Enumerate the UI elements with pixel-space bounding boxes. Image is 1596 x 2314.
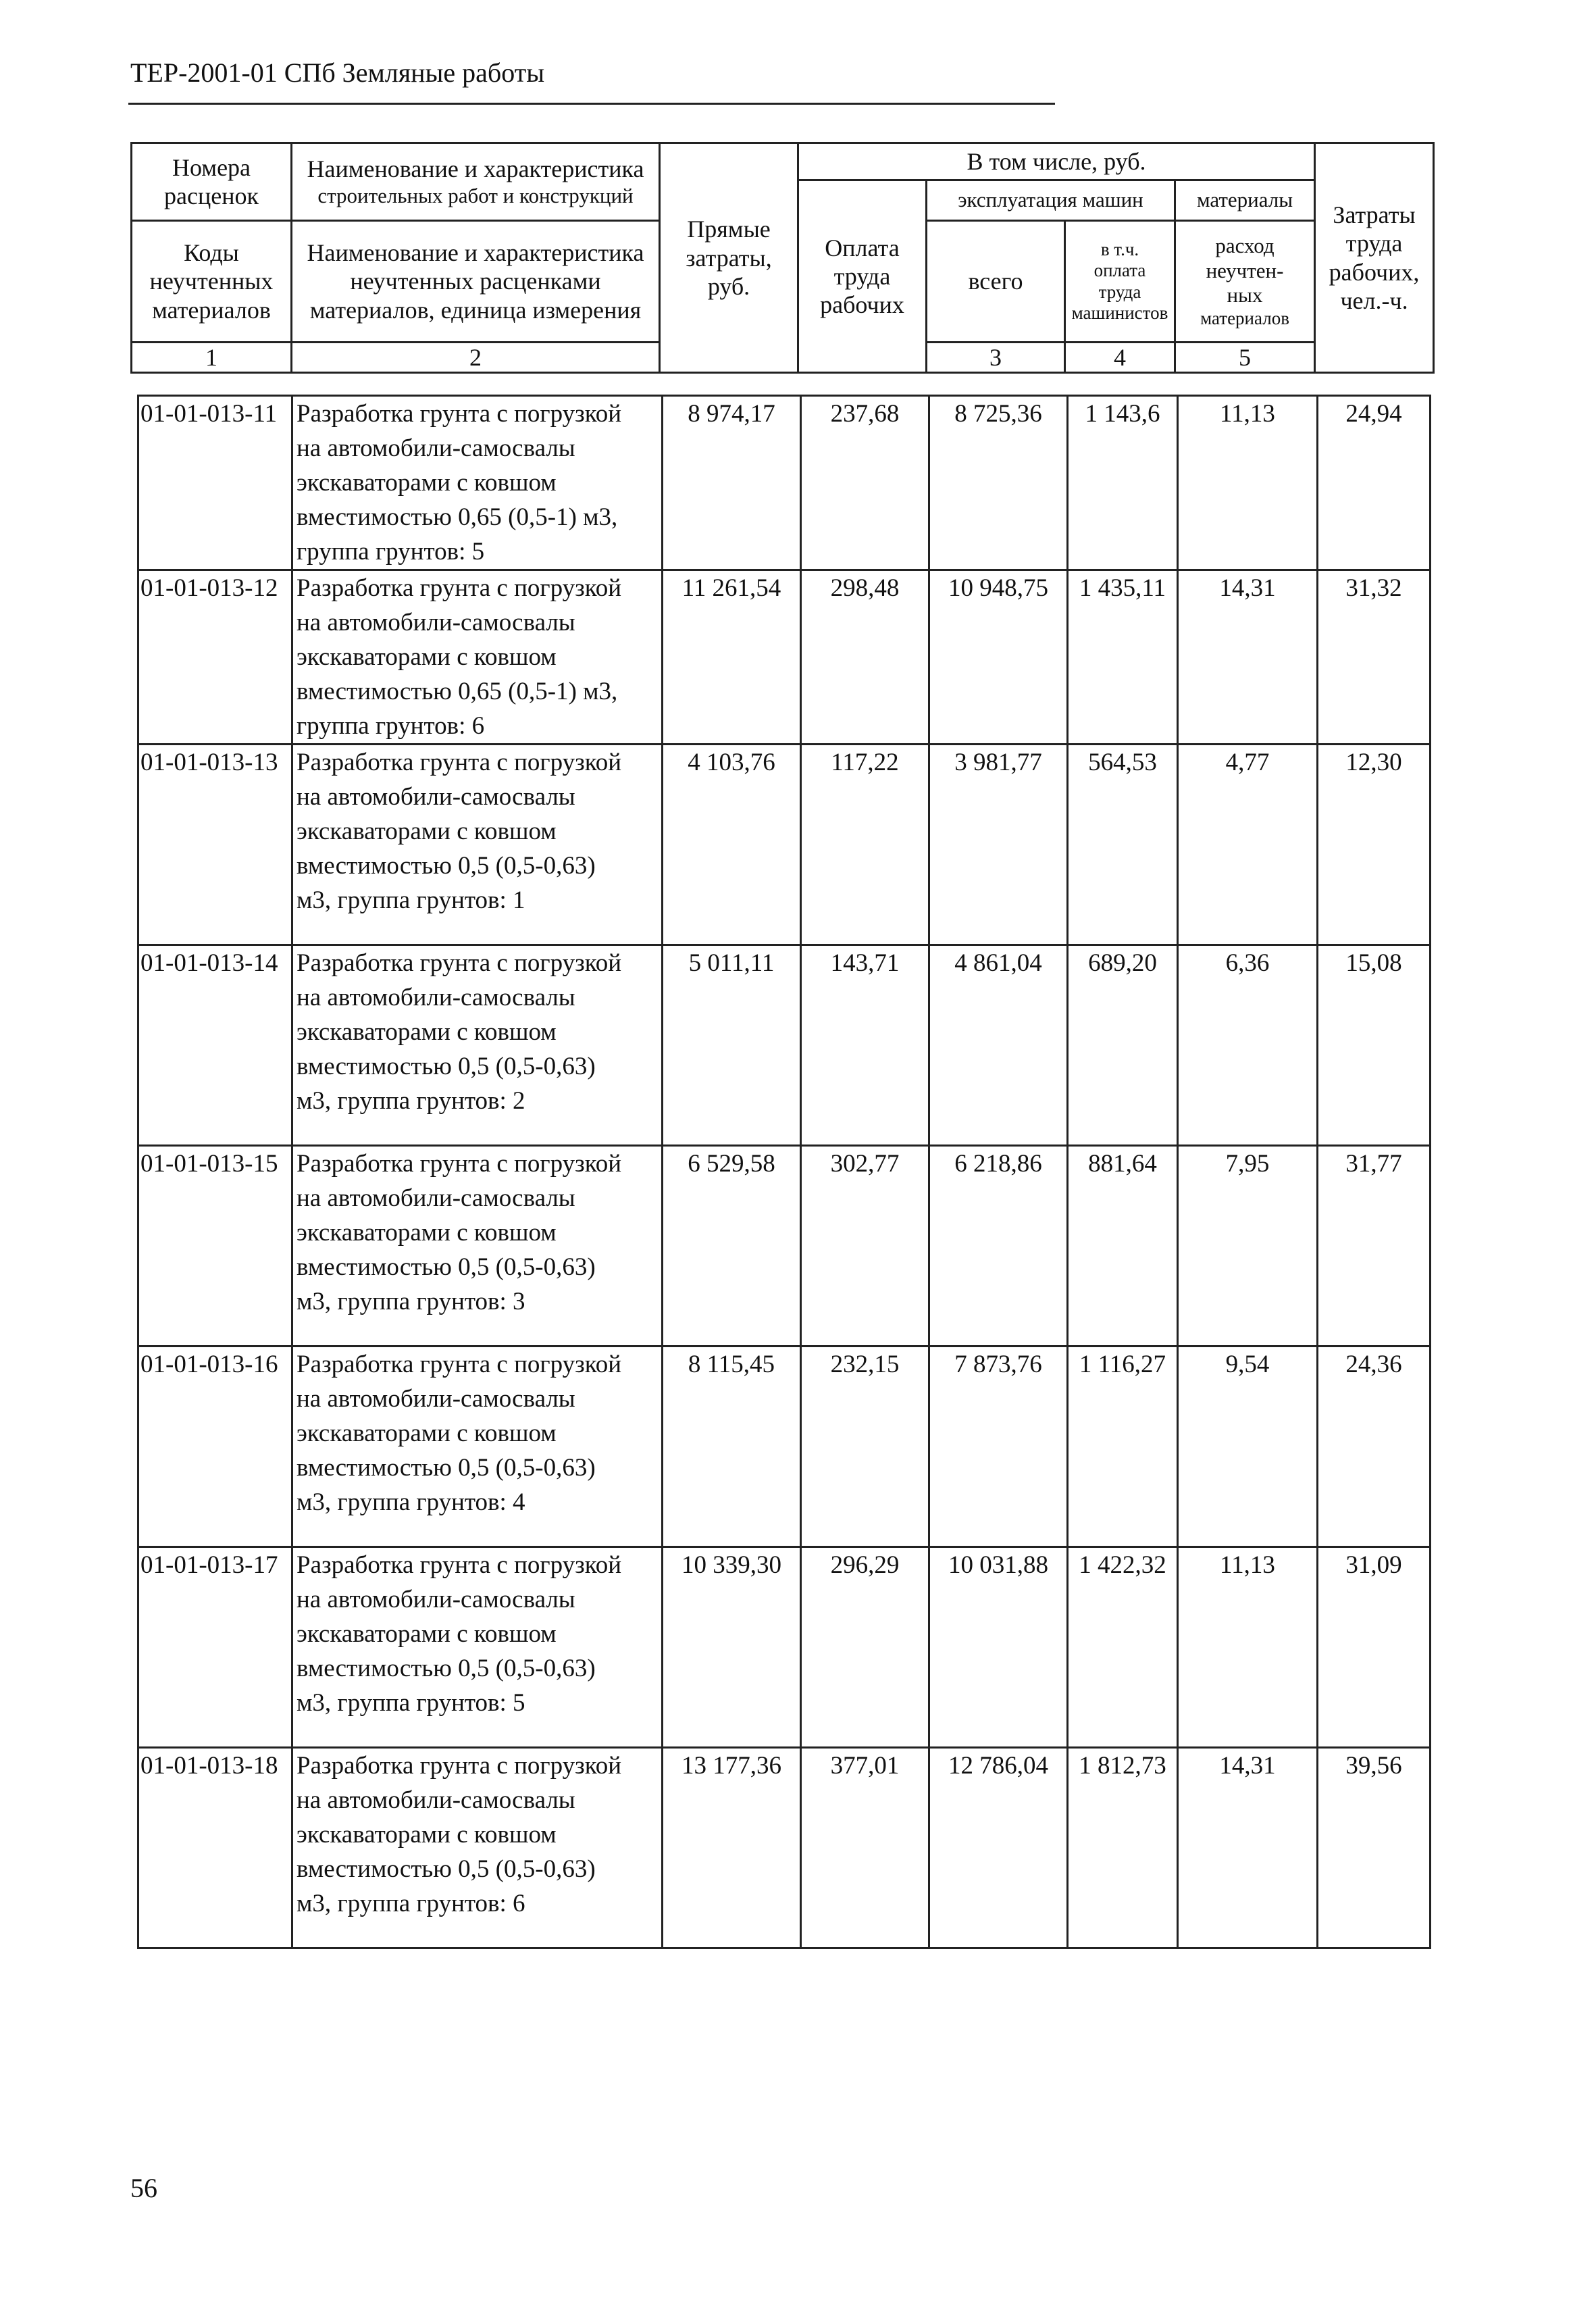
table-row [138,1748,1431,1948]
value-direct: 4 103,76 [663,745,801,945]
value-mach-total: 3 981,77 [929,745,1068,945]
work-description [292,1547,663,1748]
value-labor: 296,29 [801,1547,929,1748]
value-mach-labor: 1 422,32 [1068,1547,1178,1748]
work-description [292,1748,663,1948]
col8-header [1315,143,1434,373]
value-hours: 24,94 [1318,396,1431,570]
including-header: В том числе, руб. [798,143,1315,180]
value-direct: 13 177,36 [663,1748,801,1948]
rate-code: 01-01-013-16 [138,1347,292,1547]
description-line: на автомобили-самосвалы [297,1586,575,1613]
work-description [292,1146,663,1347]
table-row [138,1547,1431,1748]
header-line: Оплата [825,234,900,261]
value-labor: 237,68 [801,396,929,570]
value-materials: 11,13 [1178,396,1318,570]
description-line: экскаваторами с ковшом [297,818,557,845]
description-line: вместимостью 0,5 (0,5-0,63) [297,1253,596,1281]
machines-header: эксплуатация машин [927,180,1175,221]
value-mach-labor: 881,64 [1068,1146,1178,1347]
header-line: труда [1345,230,1403,257]
header-line: рабочих [820,291,904,319]
col2-bottom-header [292,221,660,343]
value-direct: 8 115,45 [663,1347,801,1547]
work-description [292,570,663,745]
description-line: на автомобили-самосвалы [297,609,575,636]
col-number: 3 [927,343,1065,373]
value-mach-labor: 1 116,27 [1068,1347,1178,1547]
col6-header [1065,221,1175,343]
value-materials: 11,13 [1178,1547,1318,1748]
col5-header: всего [927,221,1065,343]
description-line: экскаваторами с ковшом [297,469,557,497]
value-hours: 31,77 [1318,1146,1431,1347]
description-line: Разработка грунта с погрузкой [297,949,622,977]
rate-code: 01-01-013-12 [138,570,292,745]
description-line: Разработка грунта с погрузкой [297,1551,622,1579]
value-labor: 302,77 [801,1146,929,1347]
description-line: на автомобили-самосвалы [297,434,575,462]
rates-table-body [138,396,1431,1948]
header-line: Наименование и характеристика [307,238,644,266]
page-header: ТЕР-2001-01 СПб Земляные работы [130,57,545,88]
header-line: Прямые [687,216,771,243]
description-line: м3, группа грунтов: 2 [297,1087,525,1115]
value-mach-total: 10 948,75 [929,570,1068,745]
value-hours: 31,09 [1318,1547,1431,1748]
work-description [292,745,663,945]
value-labor: 143,71 [801,945,929,1146]
header-line: неучтенных [149,268,274,295]
header-line: Номера [172,153,251,181]
value-mach-total: 12 786,04 [929,1748,1068,1948]
description-line: на автомобили-самосвалы [297,1385,575,1413]
work-description [292,396,663,570]
table-row [138,945,1431,1146]
value-mach-labor: 1 812,73 [1068,1748,1178,1948]
header-line: машинистов [1071,302,1168,323]
value-mach-labor: 1 435,11 [1068,570,1178,745]
col1-bottom-header [132,221,292,343]
header-line: материалов, единица измерения [309,296,642,324]
header-rule [128,103,1055,105]
value-hours: 31,32 [1318,570,1431,745]
table-row [138,1146,1431,1347]
header-line: труда [833,263,891,290]
table-row [138,396,1431,570]
col-number: 2 [292,343,660,373]
work-description [292,945,663,1146]
description-line: м3, группа грунтов: 4 [297,1488,525,1516]
rate-code: 01-01-013-13 [138,745,292,945]
value-materials: 14,31 [1178,570,1318,745]
header-line: Затраты [1333,201,1416,228]
rate-code: 01-01-013-11 [138,396,292,570]
description-line: Разработка грунта с погрузкой [297,1351,622,1378]
header-line: строительных работ и конструкций [317,183,634,207]
value-mach-total: 8 725,36 [929,396,1068,570]
rates-table [137,395,1431,1949]
header-line: в т.ч. [1100,239,1139,260]
value-mach-total: 6 218,86 [929,1146,1068,1347]
page-number: 56 [130,2173,157,2203]
description-line: м3, группа грунтов: 6 [297,1890,525,1917]
header-line: оплата [1093,260,1146,281]
value-materials: 4,77 [1178,745,1318,945]
header-line: материалов [152,296,271,324]
description-line: Разработка грунта с погрузкой [297,749,622,776]
header-line: руб. [707,272,750,300]
header-line: неучтен- [1206,258,1284,282]
description-line: Разработка грунта с погрузкой [297,400,622,428]
description-line: экскаваторами с ковшом [297,1219,557,1247]
header-line: рабочих, [1329,258,1420,286]
value-direct: 6 529,58 [663,1146,801,1347]
header-line: расход [1215,234,1275,258]
materials-header: материалы [1175,180,1315,221]
header-line: ных [1227,283,1263,307]
description-line: на автомобили-самосвалы [297,783,575,811]
value-direct: 5 011,11 [663,945,801,1146]
rate-code: 01-01-013-15 [138,1146,292,1347]
description-line: вместимостью 0,5 (0,5-0,63) [297,1454,596,1482]
col7-header [1175,221,1315,343]
value-hours: 39,56 [1318,1748,1431,1948]
value-hours: 15,08 [1318,945,1431,1146]
header-line: затраты, [686,244,772,272]
value-mach-total: 7 873,76 [929,1347,1068,1547]
description-line: на автомобили-самосвалы [297,984,575,1011]
description-line: группа грунтов: 6 [297,712,485,740]
description-line: вместимостью 0,5 (0,5-0,63) [297,852,596,880]
value-mach-total: 10 031,88 [929,1547,1068,1748]
header-line: труда [1098,281,1141,302]
description-line: м3, группа грунтов: 3 [297,1288,525,1315]
rate-code: 01-01-013-17 [138,1547,292,1748]
col3-header [660,143,798,373]
value-labor: 377,01 [801,1748,929,1948]
value-direct: 11 261,54 [663,570,801,745]
table-row [138,1347,1431,1547]
rate-code: 01-01-013-18 [138,1748,292,1948]
description-line: экскаваторами с ковшом [297,1620,557,1648]
col-number: 1 [132,343,292,373]
value-hours: 24,36 [1318,1347,1431,1547]
col2-top-header [292,143,660,221]
col-number: 4 [1065,343,1175,373]
value-mach-labor: 1 143,6 [1068,396,1178,570]
value-materials: 14,31 [1178,1748,1318,1948]
description-line: Разработка грунта с погрузкой [297,574,622,602]
description-line: экскаваторами с ковшом [297,1821,557,1848]
header-line: Наименование и характеристика [307,155,644,183]
value-direct: 8 974,17 [663,396,801,570]
value-labor: 117,22 [801,745,929,945]
col1-top-header [132,143,292,221]
col-number: 5 [1175,343,1315,373]
description-line: м3, группа грунтов: 1 [297,886,525,914]
table-row [138,570,1431,745]
value-direct: 10 339,30 [663,1547,801,1748]
value-hours: 12,30 [1318,745,1431,945]
value-materials: 9,54 [1178,1347,1318,1547]
header-line: расценок [164,182,259,209]
description-line: группа грунтов: 5 [297,538,485,565]
description-line: экскаваторами с ковшом [297,1419,557,1447]
value-materials: 7,95 [1178,1146,1318,1347]
value-labor: 232,15 [801,1347,929,1547]
header-line: материалов [1200,307,1289,328]
description-line: Разработка грунта с погрузкой [297,1150,622,1178]
value-mach-total: 4 861,04 [929,945,1068,1146]
work-description [292,1347,663,1547]
description-line: м3, группа грунтов: 5 [297,1689,525,1717]
description-line: на автомобили-самосвалы [297,1786,575,1814]
description-line: вместимостью 0,5 (0,5-0,63) [297,1053,596,1080]
description-line: вместимостью 0,5 (0,5-0,63) [297,1855,596,1883]
value-mach-labor: 689,20 [1068,945,1178,1146]
table-row [138,745,1431,945]
description-line: на автомобили-самосвалы [297,1184,575,1212]
description-line: Разработка грунта с погрузкой [297,1752,622,1780]
value-materials: 6,36 [1178,945,1318,1146]
header-line: чел.-ч. [1340,287,1408,315]
description-line: экскаваторами с ковшом [297,643,557,671]
header-line: Коды [184,238,239,266]
description-line: вместимостью 0,65 (0,5-1) м3, [297,503,618,531]
rate-code: 01-01-013-14 [138,945,292,1146]
description-line: экскаваторами с ковшом [297,1018,557,1046]
col4-header [798,180,927,373]
header-line: неучтенных расценками [350,268,601,295]
description-line: вместимостью 0,65 (0,5-1) м3, [297,678,618,705]
value-mach-labor: 564,53 [1068,745,1178,945]
table-header [130,142,1435,374]
description-line: вместимостью 0,5 (0,5-0,63) [297,1655,596,1682]
value-labor: 298,48 [801,570,929,745]
